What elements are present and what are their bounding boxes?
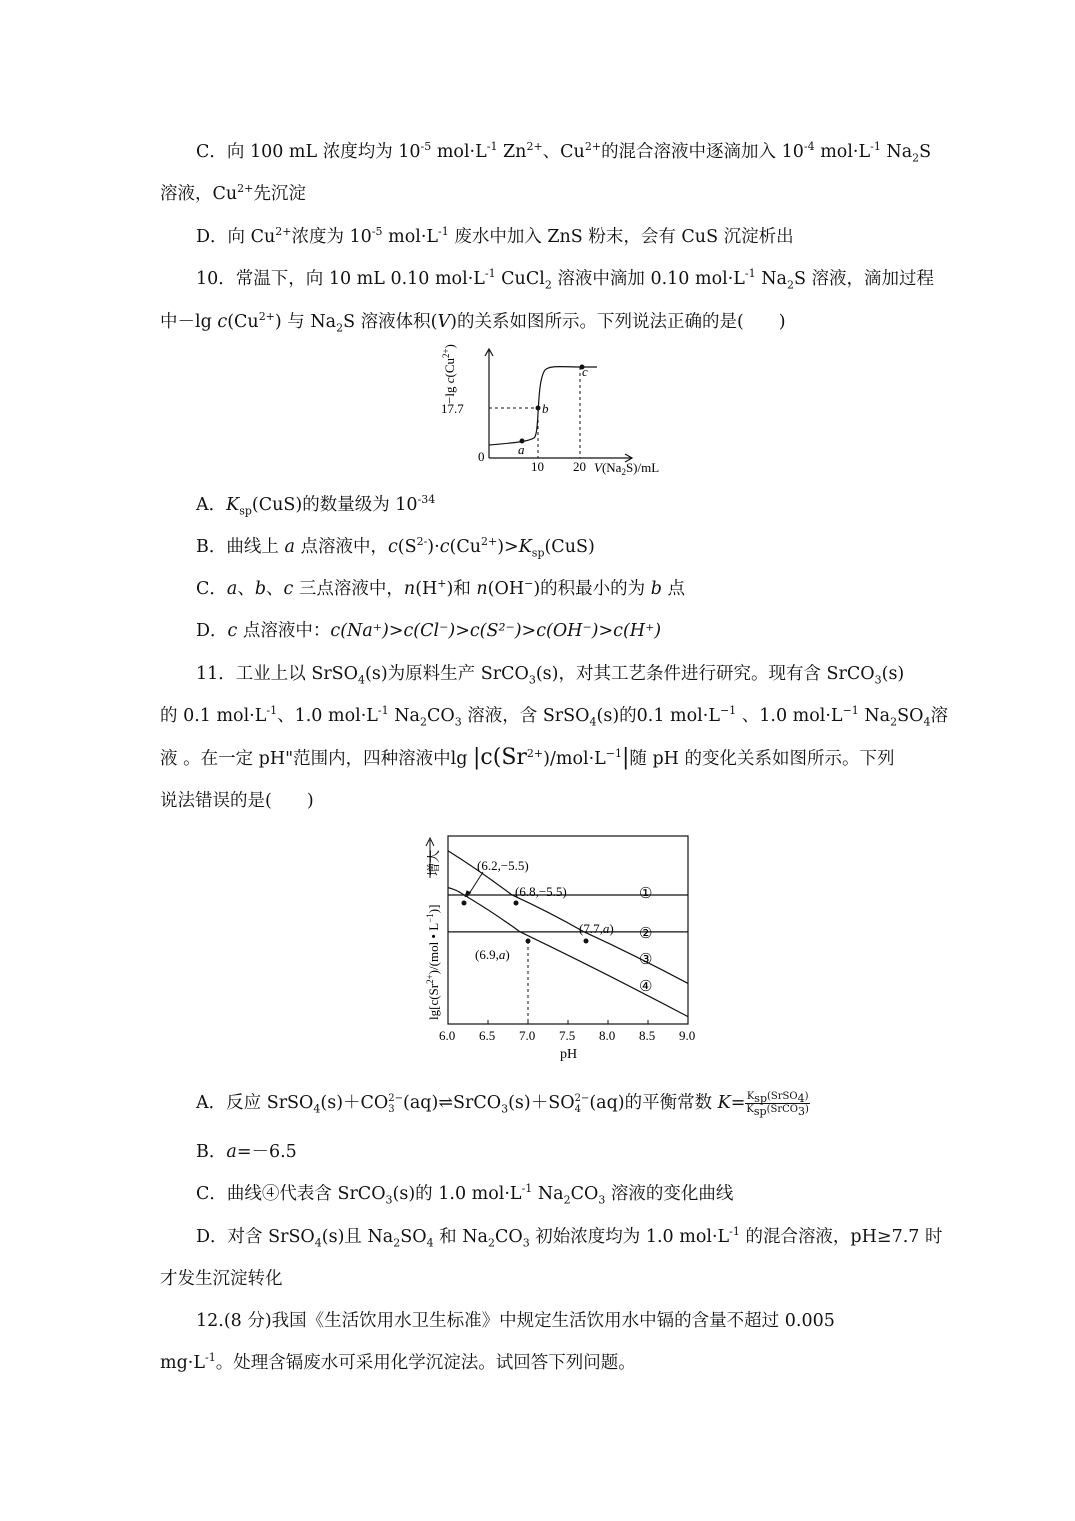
q10-xtick-20: 20: [573, 459, 586, 474]
q11-series-label-2: ②: [639, 926, 653, 942]
q11-ylabel: $\lg[c(Sr^{2+})/(mol$ • $L^{-1}$)]: [425, 904, 441, 1020]
q11-y-arrow-label: 增大: [426, 849, 441, 876]
q11-point-6-9: [526, 939, 531, 944]
q11-series-label-3: ③: [639, 952, 653, 968]
q11-point-6-2: [462, 901, 467, 906]
q10-option-a: A．$K_{sp}(CuS)$的数量级为 $10^{-34}$: [196, 493, 436, 518]
q11-series-label-1: ①: [639, 886, 653, 902]
q11-xlabel: pH: [560, 1047, 578, 1062]
q11-xtick-label: 8.0: [599, 1028, 616, 1043]
q10-option-d: D．c 点溶液中：c(Na⁺)>c(Cl⁻)>c(S²⁻)>c(OH⁻)>c(H⁺): [196, 621, 662, 641]
q11-point-7-7: [584, 939, 589, 944]
q10-chart: [432, 342, 692, 482]
q11-chart: [405, 830, 705, 1070]
q10-xtick-10: 10: [531, 459, 544, 474]
q11-xtick-label: 6.0: [439, 1028, 456, 1043]
q10-origin-label: 0: [478, 449, 485, 464]
q11-series-label-4: ④: [639, 979, 653, 995]
q12-line1: 12.(8 分)我国《生活饮用水卫生标准》中规定生活饮用水中镉的含量不超过 0.005: [196, 1311, 835, 1331]
q11-xtick-label: 9.0: [679, 1028, 696, 1043]
q11-xtick-label: 6.5: [479, 1028, 496, 1043]
q9-option-c-line1: C．向 100 mL 浓度均为 $10^{-5}$ $mol\cdot L^{-1}$ $Zn^{2+}$、$Cu^{2+}$的混合溶液中逐滴加入 $10^{-4}$ $mol\cdot L^{-1}$ $Na_2S$: [196, 140, 932, 165]
q11-option-b: B．a=－6.5: [196, 1142, 297, 1162]
q11-stem-line2: 的 0.1 $mol\cdot L^{-1}$、1.0 $mol\cdot L^{-1}$ $Na_2CO_3$ 溶液，含 SrSO$_4$(s)的0.1 $mol\cdot L^{-1}$ 、1.0 $mol\cdot L^{-1}$ $Na_2SO_4$溶: [160, 704, 948, 729]
q10-xlabel: $V(Na_2S)/mL$: [594, 460, 660, 477]
q10-option-b: B．曲线上 a 点溶液中，$c(S^{2-})\cdot c(Cu^{2+})>K_{sp}(CuS)$: [196, 535, 595, 560]
q11-option-d-line2: 才发生沉淀转化: [160, 1269, 283, 1289]
q11-annot-7-7: (7.7,a): [579, 921, 614, 936]
q11-option-a: A．反应 SrSO$_4$(s)＋CO 2− 3 (aq)⇌SrCO$_3$(s)＋SO 2− 4 (aq)的平衡常数 K= $\frac{K_{sp}(SrSO_4)}{K_{sp}(SrCO_3)}$: [196, 1091, 809, 1118]
q11-option-c: C．曲线④代表含 SrCO$_3$(s)的 1.0 $mol\cdot L^{-1}$ $Na_2CO_3$ 溶液的变化曲线: [196, 1182, 734, 1207]
q10-ytick-17-7: 17.7: [441, 401, 464, 416]
q9-option-d: D．向 $Cu^{2+}$浓度为 $10^{-5}$ $mol\cdot L^{-1}$ 废水中加入 ZnS 粉末，会有 CuS 沉淀析出: [196, 225, 794, 247]
q11-annot-6-9: (6.9,a): [475, 947, 510, 962]
q9-option-c-line2: 溶液，$Cu^{2+}$先沉淀: [160, 182, 306, 204]
q11-annot-6-8: (6.8,−5.5): [515, 884, 567, 899]
q10-point-b: [536, 406, 541, 411]
q11-option-a-fraction: $\frac{K_{sp}(SrSO_4)}{K_{sp}(SrCO_3)}$: [746, 1091, 809, 1118]
q11-option-d-line1: D．对含 SrSO$_4$(s)且 $Na_2SO_4$ 和 $Na_2CO_3$ 初始浓度均为 1.0 $mol\cdot L^{-1}$ 的混合溶液，pH≥7.7 时: [196, 1225, 943, 1250]
q12-line2: $mg\cdot L^{-1}$。处理含镉废水可采用化学沉淀法。试回答下列问题。: [160, 1351, 636, 1373]
q11-stem-line1: 11．工业上以 SrSO$_4$(s)为原料生产 SrCO$_3$(s)，对其工艺条件进行研究。现有含 SrCO$_3$(s): [196, 664, 905, 687]
q11-xtick-label: 8.5: [639, 1028, 656, 1043]
q10-label-c: c: [582, 364, 588, 379]
q11-point-6-8: [514, 901, 519, 906]
q10-ylabel: −lg $c(Cu^{2+})$: [441, 344, 457, 404]
q10-label-b: b: [542, 401, 549, 416]
q11-stem-line4: 说法错误的是( ): [160, 791, 314, 811]
q10-label-a: a: [518, 442, 525, 457]
q11-stem-line3: 液 。在一定 pH"范围内，四种溶液中$\lg |c(Sr^{2+})/mol\cdot L^{-1}|$随 pH 的变化关系如图所示。下列: [160, 745, 895, 770]
q10-stem-line1: 10．常温下，向 10 mL 0.10 $mol\cdot L^{-1}$ CuCl$_2$ 溶液中滴加 0.10 $mol\cdot L^{-1}$ $Na_2S$ 溶液，滴加过程: [196, 267, 934, 292]
q11-xtick-label: 7.5: [559, 1028, 576, 1043]
q10-option-c: C．a、b、c 三点溶液中，n(H+)和 n(OH−)的积最小的为 b 点: [196, 577, 685, 599]
q10-stem-line2: 中－lg $c(Cu^{2+})$ 与 $Na_2S$ 溶液体积(V)的关系如图所示。下列说法正确的是( ): [160, 310, 786, 335]
q11-annot-6-2: (6.2,−5.5): [477, 858, 529, 873]
q11-xtick-label: 7.0: [519, 1028, 536, 1043]
